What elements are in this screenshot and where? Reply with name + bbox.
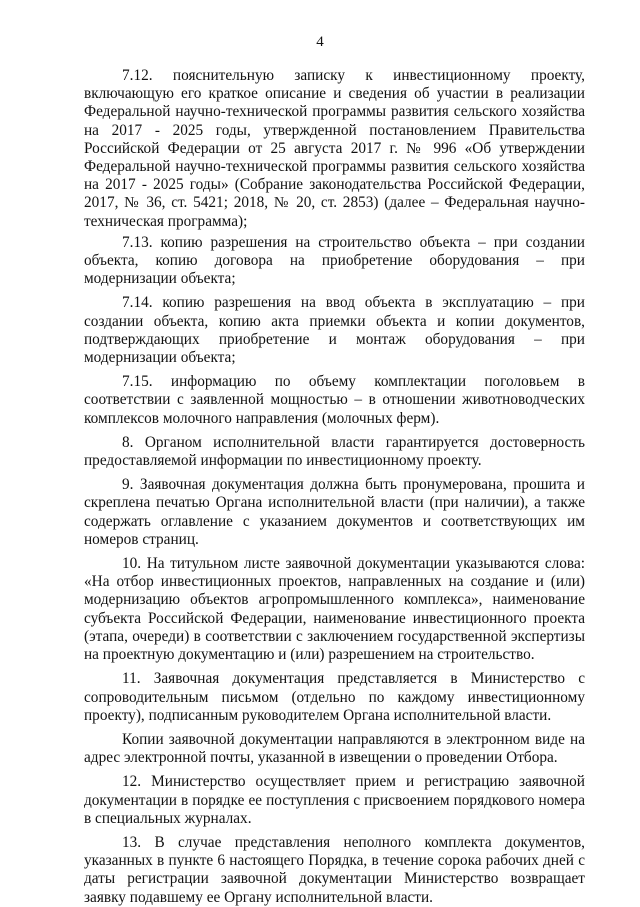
paragraph-11: 11. Заявочная документация представляется в Министерство с сопроводительным письмом (отдельно по каждому инвестиционному проекту), подписанным руководителем Органа исполнительной власти. xyxy=(84,670,585,724)
paragraph-9: 9. Заявочная документация должна быть пронумерована, прошита и скреплена печатью Органа исполнительной власти (при наличии), а также содержать оглавление с указанием документов и соответствующих им номеров страниц. xyxy=(84,476,585,548)
paragraph-7-12: 7.12. пояснительную записку к инвестиционному проекту, включающую его краткое описание и сведения об участии в реализации Федеральной научно-технической программы развития сельского хозяйства на 2017 - 2025 годы, утвержденной постановлением Правительства Российской Федерации от 25 августа 2017 г. № 996 «Об утверждении Федеральной научно-технической программы развития сельского хозяйства на 2017 - 2025 годы» (Собрание законодательства Российской Федерации, 2017, № 36, ст. 5421; 2018, № 20, ст. 2853) (далее – Федеральная научно-техническая программа); xyxy=(84,67,585,230)
paragraph-13: 13. В случае представления неполного комплекта документов, указанных в пункте 6 настоящего Порядка, в течение сорока рабочих дней с даты регистрации заявочной документации Министерство возвращает заявку подавшему ее Органу исполнительной власти. xyxy=(84,833,585,906)
paragraph-7-15: 7.15. информацию по объему комплектации поголовьем в соответствии с заявленной мощностью – в отношении животноводческих комплексов молочного направления (молочных ферм). xyxy=(84,373,585,427)
paragraph-10: 10. На титульном листе заявочной документации указываются слова: «На отбор инвестиционных проектов, направленных на создание и (или) модернизацию объектов агропромышленного комплекса», наименование субъекта Российской Федерации, наименование инвестиционного проекта (этапа, очереди) в соответствии с заключением государственной экспертизы на проектную документацию и (или) разрешением на строительство. xyxy=(84,555,585,664)
paragraph-7-13: 7.13. копию разрешения на строительство объекта – при создании объекта, копию договора на приобретение оборудования – при модернизации объекта; xyxy=(84,233,585,288)
document-body xyxy=(84,67,585,907)
paragraph-12: 12. Министерство осуществляет прием и регистрацию заявочной документации в порядке ее поступления с присвоением порядкового номера в специальных журналах. xyxy=(84,773,585,827)
paragraph-7-14: 7.14. копию разрешения на ввод объекта в эксплуатацию – при создании объекта, копию акта приемки объекта и копии документов, подтверждающих приобретение и монтаж оборудования – при модернизации объекта; xyxy=(84,294,585,367)
paragraph-8: 8. Органом исполнительной власти гарантируется достоверность предоставляемой информации по инвестиционному проекту. xyxy=(84,433,585,470)
page-number: 4 xyxy=(316,34,324,50)
paragraph-electronic-copies: Копии заявочной документации направляются в электронном виде на адрес электронной почты, указанной в извещении о проведении Отбора. xyxy=(84,730,585,767)
